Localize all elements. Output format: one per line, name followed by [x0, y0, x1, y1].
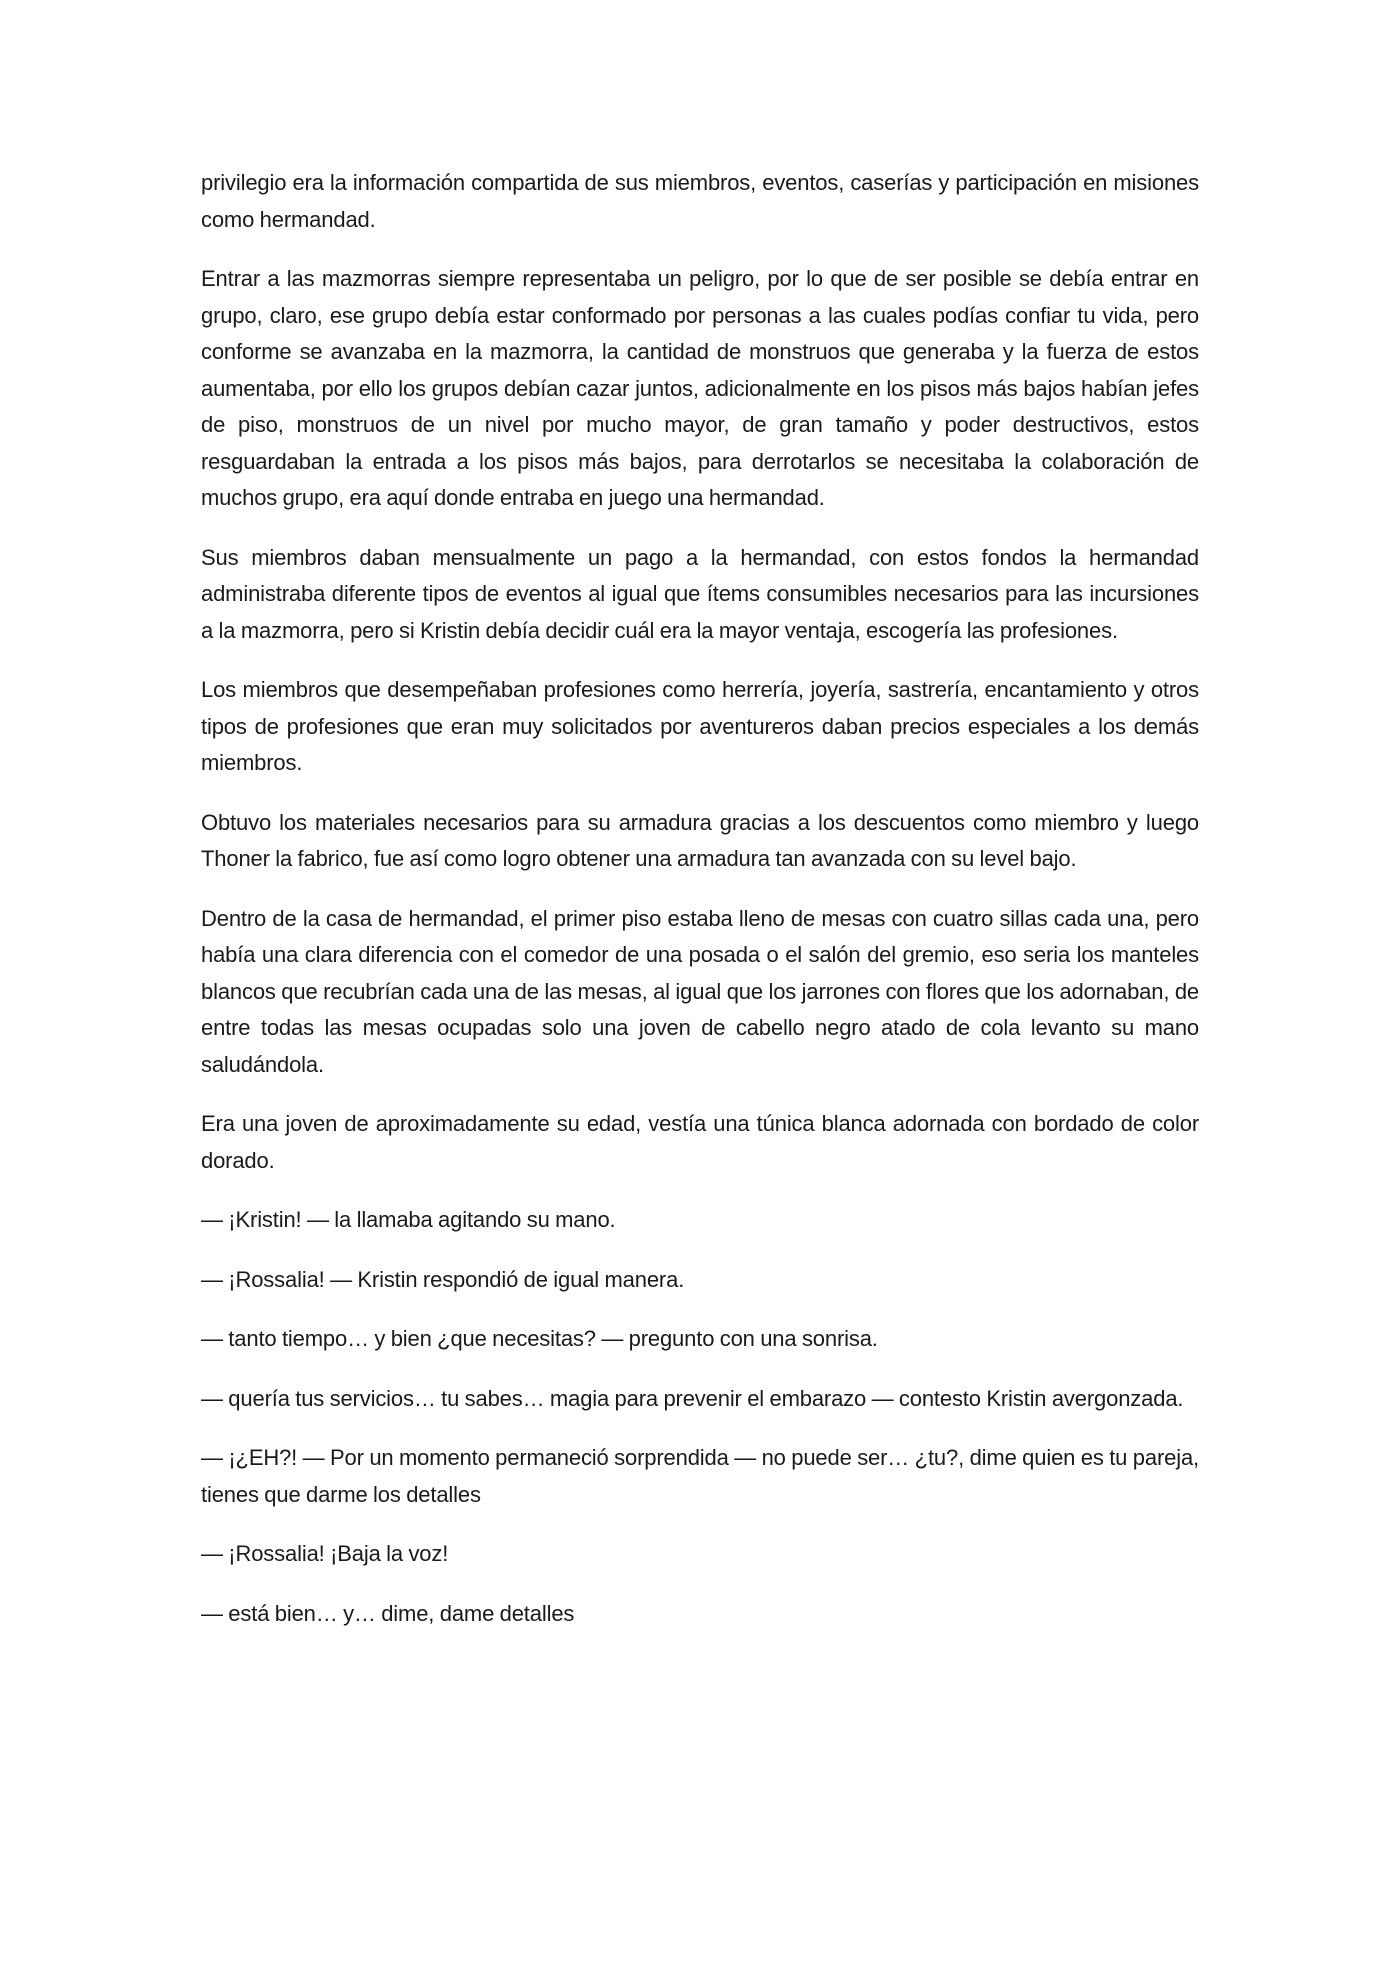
- paragraph-4: Los miembros que desempeñaban profesiones como herrería, joyería, sastrería, encantamiento y otros tipos de profesiones que eran muy solicitados por aventureros daban precios especiales a los demás miembros.: [201, 677, 1199, 775]
- dialogue-line-1: — ¡Kristin! — la llamaba agitando su mano.: [201, 1207, 616, 1232]
- dialogue-line-5: — ¡¿EH?! — Por un momento permaneció sorprendida — no puede ser… ¿tu?, dime quien es tu pareja, tienes que darme los detalles: [201, 1445, 1199, 1507]
- page-body: [201, 165, 1199, 1632]
- dialogue-line-7: — está bien… y… dime, dame detalles: [201, 1600, 575, 1626]
- paragraph-5: Obtuvo los materiales necesarios para su armadura gracias a los descuentos como miembro y luego Thoner la fabrico, fue así como logro obtener una armadura tan avanzada con su level bajo.: [201, 809, 1199, 871]
- dialogue-line-6: — ¡Rossalia! ¡Baja la voz!: [201, 1541, 449, 1566]
- dialogue-line-3: — tanto tiempo… y bien ¿que necesitas? — pregunto con una sonrisa.: [201, 1326, 878, 1351]
- paragraph-2: Entrar a las mazmorras siempre representaba un peligro, por lo que de ser posible se debía entrar en grupo, claro, ese grupo debía estar conformado por personas a las cuales podías confiar tu vida, pero conforme se avanzaba en la mazmorra, la cantidad de monstruos que generaba y la fuerza de estos aumentaba, por ello los grupos debían cazar juntos, adicionalmente en los pisos más bajos habían jefes de piso, monstruos de un nivel por mucho mayor, de gran tamaño y poder destructivos, estos resguardaban la entrada a los pisos más bajos, para derrotarlos se necesitaba la colaboración de muchos grupo, era aquí donde entraba en juego una hermandad.: [201, 266, 1199, 510]
- dialogue-line-2: — ¡Rossalia! — Kristin respondió de igual manera.: [201, 1266, 685, 1292]
- paragraph-6: Dentro de la casa de hermandad, el primer piso estaba lleno de mesas con cuatro sillas cada una, pero había una clara diferencia con el comedor de una posada o el salón del gremio, eso seria los manteles blancos que recubrían cada una de las mesas, al igual que los jarrones con flores que los adornaban, de entre todas las mesas ocupadas solo una joven de cabello negro atado de cola levanto su mano saludándola.: [201, 905, 1199, 1077]
- paragraph-3: Sus miembros daban mensualmente un pago a la hermandad, con estos fondos la hermandad administraba diferente tipos de eventos al igual que ítems consumibles necesarios para las incursiones a la mazmorra, pero si Kristin debía decidir cuál era la mayor ventaja, escogería las profesiones.: [201, 544, 1199, 643]
- paragraph-1: privilegio era la información compartida de sus miembros, eventos, caserías y participación en misiones como hermandad.: [201, 170, 1199, 232]
- paragraph-7: Era una joven de aproximadamente su edad, vestía una túnica blanca adornada con bordado de color dorado.: [201, 1111, 1199, 1173]
- dialogue-line-4: — quería tus servicios… tu sabes… magia para prevenir el embarazo — contesto Kristin avergonzada.: [201, 1385, 1184, 1411]
